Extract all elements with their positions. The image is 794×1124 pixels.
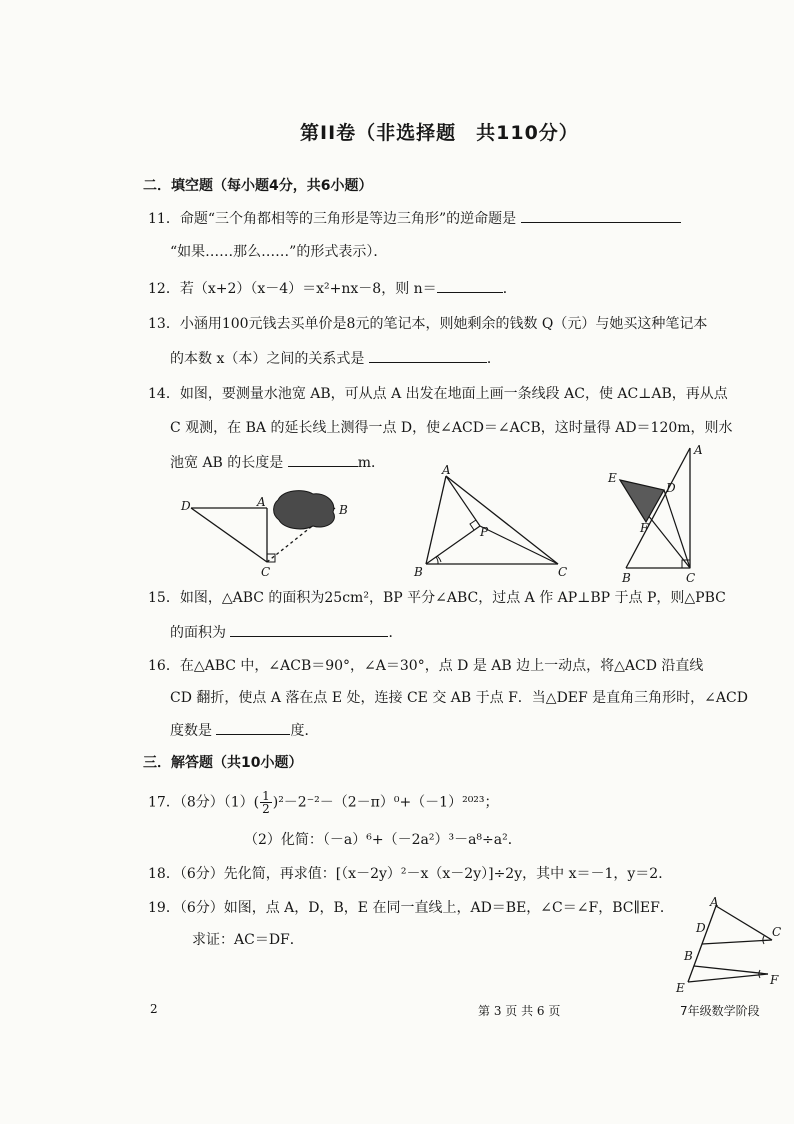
fig16-label-D: D: [666, 481, 676, 495]
fraction-one-half: $\frac{1}{2}$: [262, 789, 270, 816]
fig15-label-P: P: [480, 525, 489, 539]
section-solve-heading: 三．解答题（共10小题）: [143, 755, 303, 771]
pond-shape: [274, 491, 335, 529]
footer-course-label: 7年级数学阶段: [680, 1004, 760, 1018]
section-fill-heading: 二．填空题（每小题4分，共6小题）: [143, 178, 373, 194]
q11-line1: 11．命题“三个角都相等的三角形是等边三角形”的逆命题是: [148, 208, 681, 229]
figure-q15-triangle: [408, 464, 578, 584]
q13-line2: 的本数 x（本）之间的关系式是 ．: [170, 348, 501, 369]
fig19-label-A: A: [710, 895, 719, 909]
fig16-label-F: F: [640, 521, 649, 535]
q19-line1: 19．（6分）如图，点 A，D，B，E 在同一直线上，AD＝BE，∠C＝∠F，BC∥EF．: [148, 900, 674, 916]
fig15-label-C: C: [558, 565, 568, 579]
q15-line1: 15．如图，△ABC 的面积为25cm²，BP 平分∠ABC，过点 A 作 AP⊥BP 于点 P，则△PBC: [148, 590, 726, 606]
q12-line: 12．若（x+2）（x－4）＝x²+nx－8，则 n＝ ．: [148, 278, 517, 299]
figure-q16-fold: [604, 440, 714, 585]
fig19-label-E: E: [676, 981, 685, 995]
footer-page-left: 2: [150, 1002, 158, 1016]
shaded-triangle-def: [620, 480, 664, 522]
q16-line3: 度数是 度．: [170, 720, 318, 741]
fig19-label-D: D: [696, 921, 706, 935]
footer-page-counter: 第 3 页 共 6 页: [478, 1004, 561, 1018]
fig14-label-C: C: [261, 565, 271, 579]
q12-answer-blank[interactable]: [437, 278, 503, 293]
q14-answer-blank[interactable]: [288, 452, 358, 467]
fig19-label-B: B: [684, 949, 693, 963]
q13-line1: 13．小涵用100元钱去买单价是8元的笔记本，则她剩余的钱数 Q（元）与她买这种笔记本: [148, 316, 708, 332]
fig19-label-F: F: [770, 973, 779, 987]
fig16-label-E: E: [608, 471, 617, 485]
fig16-label-B: B: [622, 571, 631, 585]
q15-line2: 的面积为 ．: [170, 622, 402, 643]
q11-answer-blank[interactable]: [521, 208, 681, 223]
page-title: 第II卷（非选择题 共110分）: [300, 122, 579, 144]
q17-line2: （2）化简：（－a）⁶+（－2a²）³－a⁸÷a²．: [244, 832, 522, 848]
fig19-label-C: C: [772, 925, 782, 939]
q16-line1: 16．在△ABC 中，∠ACB＝90°，∠A＝30°，点 D 是 AB 边上一动点，将△ACD 沿直线: [148, 658, 704, 674]
q14-line3: 池宽 AB 的长度是 m．: [170, 452, 385, 473]
fig15-label-A: A: [442, 463, 451, 477]
figure-q19-lines: [672, 895, 782, 998]
q15-answer-blank[interactable]: [230, 622, 388, 637]
q14-line2: C 观测，在 BA 的延长线上测得一点 D，使∠ACD＝∠ACB，这时量得 AD＝120m，则水: [170, 420, 733, 436]
fig15-label-B: B: [414, 565, 423, 579]
q18-line: 18．（6分）先化简，再求值：[（x－2y）²－x（x－2y）]÷2y，其中 x＝－1，y＝2．: [148, 866, 673, 882]
fig14-label-B: B: [339, 503, 348, 517]
q14-line1: 14．如图，要测量水池宽 AB，可从点 A 出发在地面上画一条线段 AC，使 AC⊥AB，再从点: [148, 386, 728, 402]
q16-answer-blank[interactable]: [216, 720, 290, 735]
fig16-label-A: A: [694, 443, 703, 457]
fig16-label-C: C: [686, 571, 696, 585]
q19-line2: 求证：AC＝DF．: [192, 932, 304, 948]
q16-line2: CD 翻折，使点 A 落在点 E 处，连接 CE 交 AB 于点 F．当△DEF 是直角三角形时，∠ACD: [170, 690, 748, 706]
fig14-label-D: D: [181, 499, 191, 513]
q13-answer-blank[interactable]: [369, 348, 487, 363]
figure-q14-pond: [175, 480, 365, 580]
q17-line1: 17．（8分）（1）( $\frac{1}{2}$ )²－2⁻²－（2－π）⁰+（－1）²⁰²³；: [148, 789, 499, 816]
q11-line2: “如果……那么……”的形式表示）．: [170, 244, 388, 260]
fig14-label-A: A: [257, 495, 266, 509]
